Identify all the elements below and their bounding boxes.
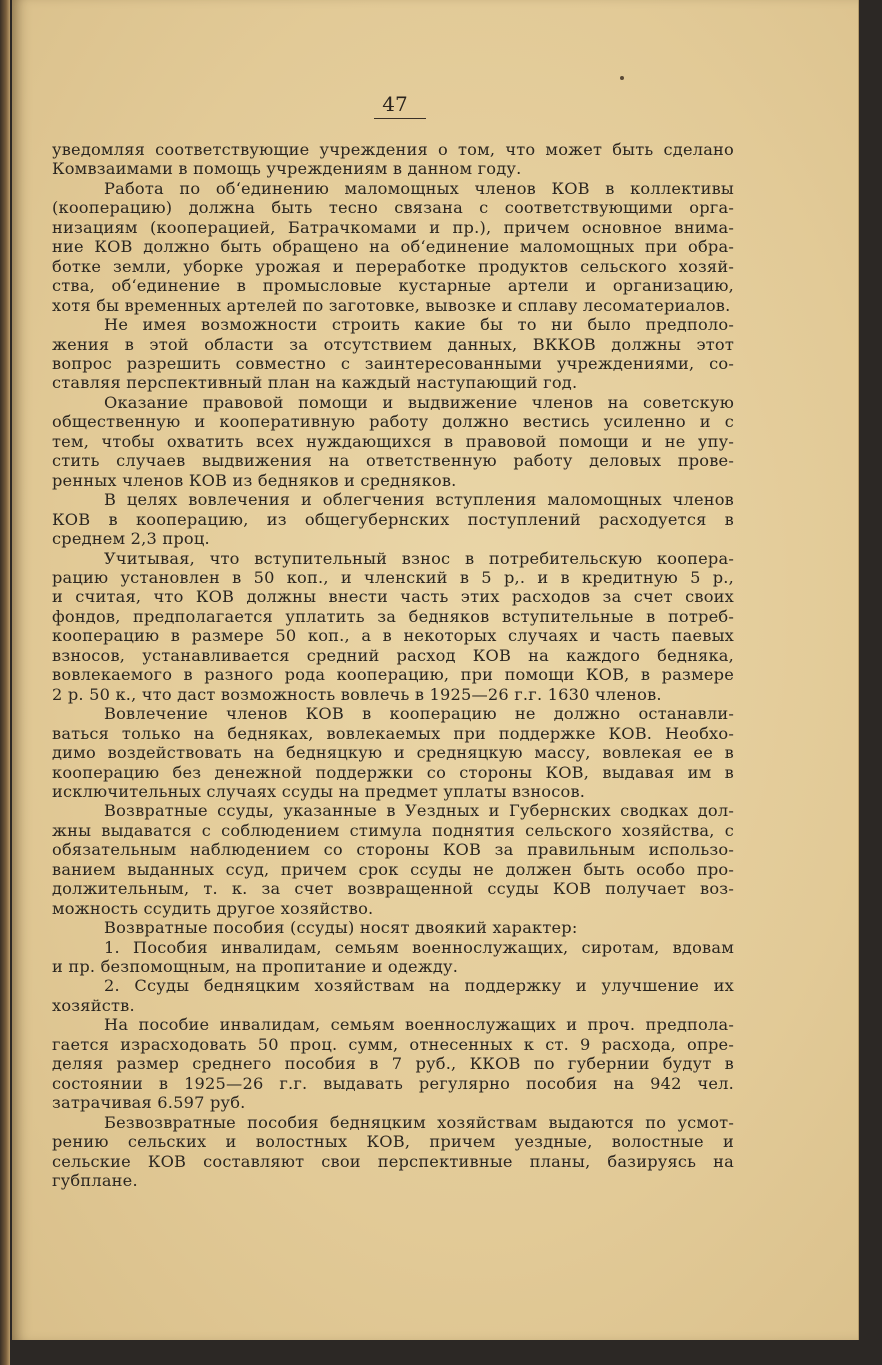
text-line: Оказание правовой помощи и выдвижение членов на советскую: [104, 392, 734, 412]
text-line: На пособие инвалидам, семьям военнослужащих и проч. предпола-: [104, 1015, 734, 1035]
text-line: стить случаев выдвижения на ответственную работу деловых прове-: [52, 451, 734, 471]
text-line: низациям (кооперацией, Батрачкомами и пр.), причем основное внима-: [52, 217, 734, 237]
book-spine-edge: [0, 0, 10, 1365]
text-line: 2. Ссуды бедняцким хозяйствам на поддержку и улучшение их: [104, 976, 734, 996]
text-line: обязательным наблюдением со стороны КОВ за правильным использо-: [52, 840, 734, 860]
text-line: ние КОВ должно быть обращено на об‘единение маломощных при обра-: [52, 237, 734, 257]
text-line: хотя бы временных артелей по заготовке, вывозке и сплаву лесоматериалов.: [52, 295, 731, 315]
text-line: и считая, что КОВ должны внести часть этих расходов за счет своих: [52, 587, 734, 607]
paper-page: [12, 0, 859, 1340]
text-line: должительным, т. к. за счет возвращенной ссуды КОВ получает воз-: [52, 879, 734, 899]
text-line: рацию установлен в 50 коп., и членский в 5 р,. и в кредитную 5 р.,: [52, 567, 734, 587]
text-line: 1. Пособия инвалидам, семьям военнослужащих, сиротам, вдовам: [104, 937, 734, 957]
text-line: состоянии в 1925—26 г.г. выдавать регулярно пособия на 942 чел.: [52, 1073, 734, 1093]
text-line: Возвратные пособия (ссуды) носят двоякий характер:: [104, 918, 578, 938]
text-line: и пр. безпомощным, на пропитание и одежду.: [52, 957, 459, 977]
page-number-rule: [374, 118, 426, 119]
text-line: Учитывая, что вступительный взнос в потребительскую коопера-: [104, 548, 734, 568]
text-line: губплане.: [52, 1171, 138, 1191]
text-line: ванием выданных ссуд, причем срок ссуды не должен быть особо про-: [52, 859, 734, 879]
text-line: Возвратные ссуды, указанные в Уездных и Губернских сводках дол-: [104, 801, 734, 821]
text-line: ства, об‘единение в промысловые кустарные артели и организацию,: [52, 276, 734, 296]
text-line: уведомляя соответствующие учреждения о том, что может быть сделано: [52, 140, 734, 159]
text-line: вовлекаемого в разного рода кооперацию, при помощи КОВ, в размере: [52, 665, 734, 685]
text-line: кооперацию в размере 50 коп., а в некоторых случаях и часть паевых: [52, 626, 734, 646]
text-line: среднем 2,3 проц.: [52, 529, 210, 549]
text-line: (кооперацию) должна быть тесно связана с соответствующими орга-: [52, 198, 734, 218]
text-line: ботке земли, уборке урожая и переработке продуктов сельского хозяй-: [52, 256, 734, 276]
text-line: Вовлечение членов КОВ в кооперацию не должно останавли-: [104, 704, 734, 724]
text-line: кооперацию без денежной поддержки со стороны КОВ, выдавая им в: [52, 762, 734, 782]
text-line: вопрос разрешить совместно с заинтересованными учреждениями, со-: [52, 353, 734, 373]
text-line: жения в этой области за отсутствием данных, ВККОВ должны этот: [52, 334, 734, 354]
text-line: ставляя перспективный план на каждый наступающий год.: [52, 373, 578, 393]
text-line: исключительных случаях ссуды на предмет уплаты взносов.: [52, 781, 586, 801]
text-line: Безвозвратные пособия бедняцким хозяйствам выдаются по усмот-: [104, 1112, 734, 1132]
page-number: 47: [382, 92, 408, 116]
text-line: КОВ в кооперацию, из общегубернских поступлений расходуется в: [52, 509, 734, 529]
text-line: Не имея возможности строить какие бы то ни было предполо-: [104, 315, 734, 335]
text-line: можность ссудить другое хозяйство.: [52, 898, 374, 918]
body-text: [52, 140, 734, 1190]
text-line: затрачивая 6.597 руб.: [52, 1093, 246, 1113]
text-line: тем, чтобы охватить всех нуждающихся в правовой помощи и не упу-: [52, 431, 734, 451]
text-line: Работа по об‘единению маломощных членов КОВ в коллективы: [104, 178, 734, 198]
text-line: взносов, устанавливается средний расход КОВ на каждого бедняка,: [52, 645, 734, 665]
text-line: гается израсходовать 50 проц. сумм, отнесенных к ст. 9 расхода, опре-: [52, 1034, 734, 1054]
text-line: сельские КОВ составляют свои перспективные планы, базируясь на: [52, 1151, 734, 1171]
text-line: хозяйств.: [52, 995, 135, 1015]
text-line: димо воздействовать на бедняцкую и средняцкую массу, вовлекая ее в: [52, 743, 734, 763]
text-line: В целях вовлечения и облегчения вступления маломощных членов: [104, 490, 734, 510]
text-line: жны выдаватся с соблюдением стимула поднятия сельского хозяйства, с: [52, 820, 734, 840]
text-line: ренных членов КОВ из бедняков и средняков.: [52, 470, 457, 490]
text-line: рению сельских и волостных КОВ, причем уездные, волостные и: [52, 1132, 734, 1152]
text-line: ваться только на бедняках, вовлекаемых при поддержке КОВ. Необхо-: [52, 723, 734, 743]
text-line: деляя размер среднего пособия в 7 руб., ККОВ по губернии будут в: [52, 1054, 734, 1074]
text-line: общественную и кооперативную работу должно вестись усиленно и с: [52, 412, 734, 432]
text-line: Комвзаимами в помощь учреждениям в данном году.: [52, 159, 522, 179]
text-line: 2 р. 50 к., что даст возможность вовлечь в 1925—26 г.г. 1630 членов.: [52, 684, 662, 704]
text-line: фондов, предполагается уплатить за бедняков вступительные в потреб-: [52, 606, 734, 626]
paper-speck: [620, 76, 624, 80]
